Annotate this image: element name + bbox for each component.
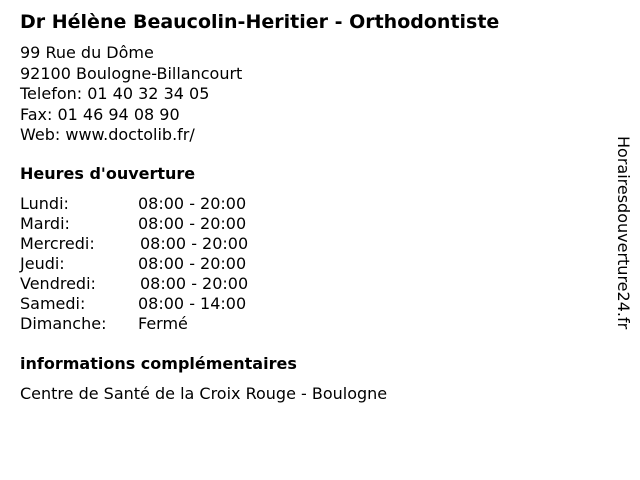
day-label: Mardi: [20, 214, 70, 233]
watermark [612, 136, 634, 368]
hours-row-monday [20, 194, 248, 214]
hours-row-thursday [20, 254, 248, 274]
day-label: Mercredi: [20, 234, 95, 253]
time-value: 08:00 - 20:00 [138, 194, 247, 213]
fax-number: Fax: 01 46 94 08 90 [20, 104, 180, 124]
address-block [20, 43, 242, 146]
time-value: 08:00 - 20:00 [138, 214, 247, 233]
day-label: Vendredi: [20, 274, 96, 293]
opening-hours-heading: Heures d'ouverture [20, 164, 196, 183]
hours-row-tuesday [20, 214, 248, 234]
day-label: Samedi: [20, 294, 86, 313]
website: Web: www.doctolib.fr/ [20, 125, 195, 144]
city-address: 92100 Boulogne-Billancourt [20, 63, 243, 83]
additional-info-text: Centre de Santé de la Croix Rouge - Boulogne [20, 384, 388, 403]
time-value: 08:00 - 20:00 [138, 254, 247, 273]
additional-info-heading: informations complémentaires [20, 354, 297, 373]
street-address: 99 Rue du Dôme [20, 43, 154, 62]
watermark-text: Horairesdouverture24.fr [614, 136, 633, 330]
time-value: 08:00 - 20:00 [140, 234, 249, 253]
hours-row-saturday [20, 294, 248, 314]
phone-number: Telefon: 01 40 32 34 05 [20, 84, 210, 103]
day-label: Jeudi: [20, 254, 65, 273]
day-label: Lundi: [20, 194, 69, 213]
hours-row-wednesday [20, 234, 248, 254]
day-label: Dimanche: [20, 314, 107, 333]
opening-hours-table [20, 194, 248, 334]
hours-row-sunday [20, 314, 248, 334]
time-value: 08:00 - 14:00 [138, 294, 247, 313]
page-title: Dr Hélène Beaucolin-Heritier - Orthodontiste [20, 11, 500, 33]
time-value: Fermé [138, 314, 188, 333]
hours-row-friday [20, 274, 248, 294]
time-value: 08:00 - 20:00 [140, 274, 249, 293]
